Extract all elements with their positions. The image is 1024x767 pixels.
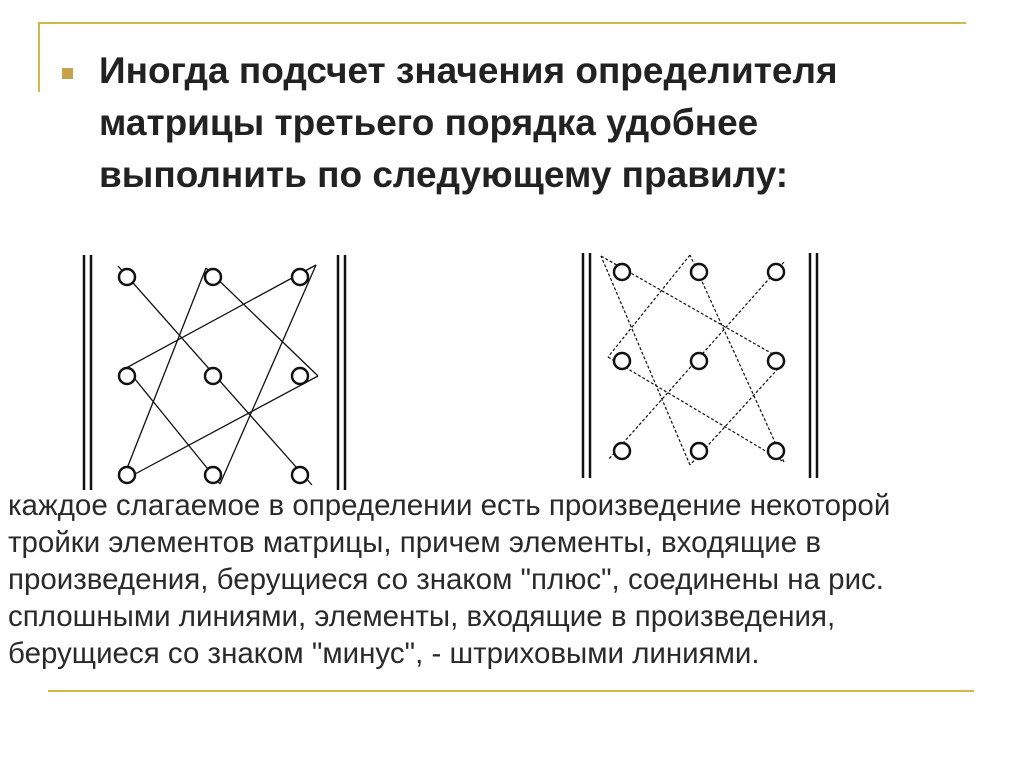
element-a32 xyxy=(691,443,707,459)
description-line-2: тройки элементов матрицы, причем элементы, входящие в xyxy=(8,526,822,559)
minus-diagram xyxy=(583,253,817,478)
bottom-rule xyxy=(48,690,974,692)
element-a33 xyxy=(292,467,308,483)
plus-triangle-2b xyxy=(126,368,220,484)
description-line-1: каждое слагаемое в определении есть произведение некоторой xyxy=(8,489,891,522)
element-a12 xyxy=(691,264,707,280)
element-a21 xyxy=(119,368,135,384)
element-a22 xyxy=(205,368,221,384)
element-a33 xyxy=(768,443,784,459)
heading-line-3: выполнить по следующему правилу: xyxy=(99,154,789,195)
heading-line-1: Иногда подсчет значения определителя xyxy=(99,50,838,91)
element-a31 xyxy=(614,443,630,459)
element-a31 xyxy=(119,467,135,483)
element-a32 xyxy=(205,467,221,483)
element-a13 xyxy=(292,269,308,285)
description-line-5: берущиеся со знаком "минус", - штриховыми линиями. xyxy=(8,637,760,670)
element-a23 xyxy=(292,368,308,384)
rule-description xyxy=(8,487,1018,672)
element-a12 xyxy=(205,269,221,285)
heading-line-2: матрицы третьего порядка удобнее xyxy=(99,102,759,143)
element-a22 xyxy=(691,353,707,369)
element-a11 xyxy=(614,264,630,280)
plus-diagram xyxy=(84,255,345,490)
description-line-4: сплошными линиями, элементы, входящие в произведения, xyxy=(8,600,836,633)
element-a13 xyxy=(768,264,784,280)
element-a23 xyxy=(768,353,784,369)
element-a21 xyxy=(614,353,630,369)
description-line-3: произведения, берущиеся со знаком "плюс", соединены на рис. xyxy=(8,563,884,596)
plus-triangle-1b xyxy=(122,376,318,481)
element-a11 xyxy=(119,269,135,285)
